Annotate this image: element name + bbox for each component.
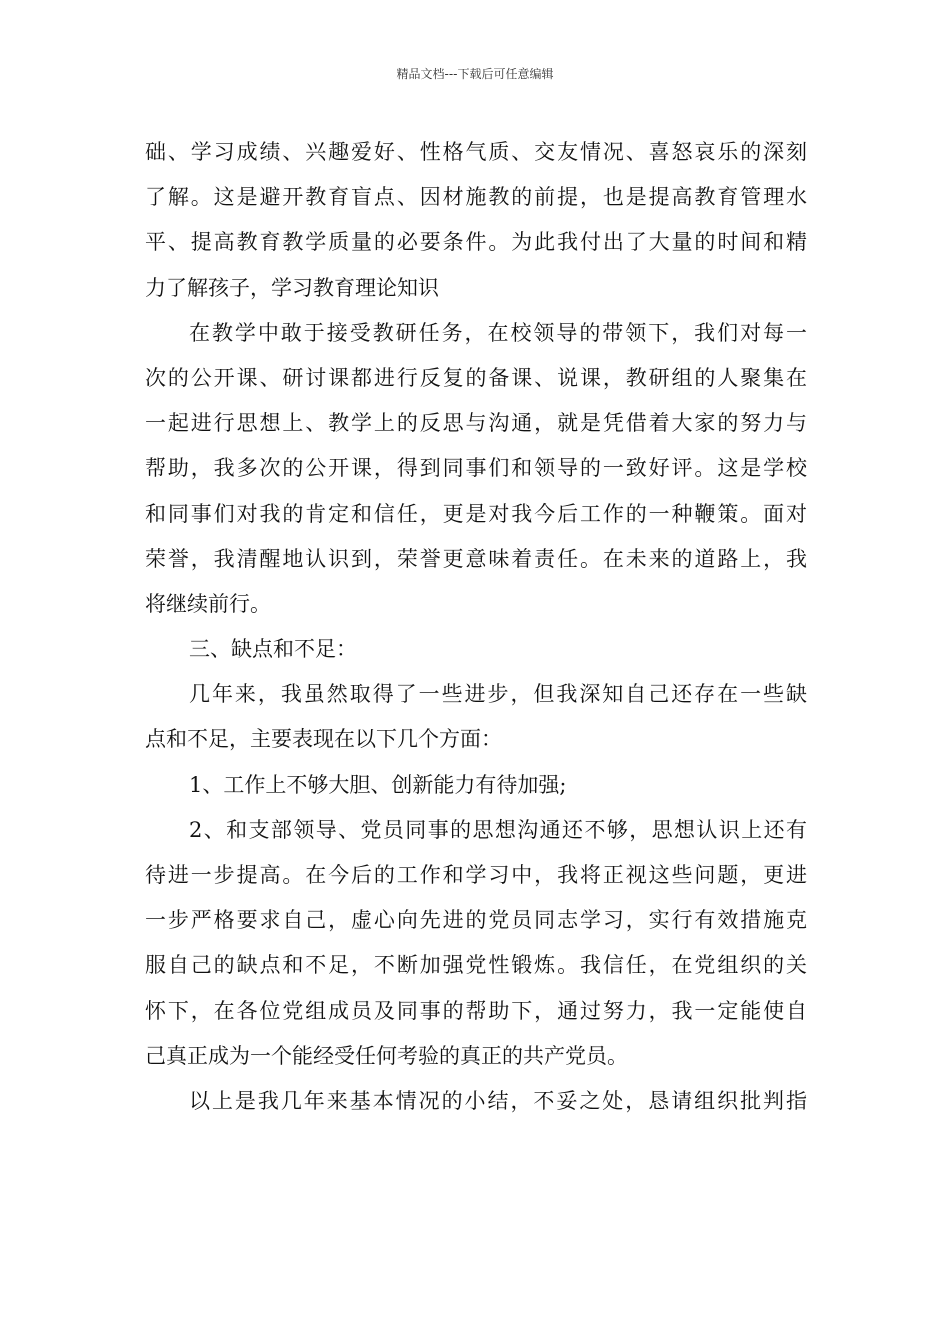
body-text-line: 1、工作上不够大胆、创新能力有待加强;: [189, 772, 567, 797]
body-text-line: 一步严格要求自己，虚心向先进的党员同志学习，实行有效措施克: [145, 908, 807, 933]
body-text-line: 几年来，我虽然取得了一些进步，但我深知自己还存在一些缺: [189, 682, 807, 707]
body-text-line: 2、和支部领导、党员同事的思想沟通还不够，思想认识上还有: [189, 817, 807, 842]
body-text-line: 平、提高教育教学质量的必要条件。为此我付出了大量的时间和精: [145, 230, 807, 255]
body-text-line: 一起进行思想上、教学上的反思与沟通，就是凭借着大家的努力与: [145, 411, 807, 436]
body-text-line: 待进一步提高。在今后的工作和学习中，我将正视这些问题，更进: [145, 863, 807, 887]
body-text-line: 在教学中敢于接受教研任务，在校领导的带领下，我们对每一: [189, 320, 807, 345]
body-text-line: 三、缺点和不足：: [189, 637, 357, 662]
body-text-line: 点和不足，主要表现在以下几个方面：: [145, 727, 502, 752]
body-text-line: 荣誉，我清醒地认识到，荣誉更意味着责任。在未来的道路上，我: [145, 546, 807, 571]
body-text-line: 帮助，我多次的公开课，得到同事们和领导的一致好评。这是学校: [145, 456, 807, 481]
body-text-line: 力了解孩子，学习教育理论知识: [145, 275, 439, 300]
body-text-line: 和同事们对我的肯定和信任，更是对我今后工作的一种鞭策。面对: [145, 501, 807, 526]
body-text-line: 己真正成为一个能经受任何考验的真正的共产党员。: [145, 1043, 628, 1068]
body-text-line: 服自己的缺点和不足，不断加强党性锻炼。我信任，在党组织的关: [145, 953, 807, 978]
page-header: 精品文档---下载后可任意编辑: [396, 67, 554, 81]
body-text-line: 次的公开课、研讨课都进行反复的备课、说课，教研组的人聚集在: [145, 365, 807, 390]
body-text-line: 将继续前行。: [145, 591, 271, 616]
body-text-line: 怀下，在各位党组成员及同事的帮助下，通过努力，我一定能使自: [145, 998, 807, 1023]
document-body: [145, 130, 807, 1124]
body-text-line: 了解。这是避开教育盲点、因材施教的前提，也是提高教育管理水: [145, 185, 807, 210]
body-text-line: 以上是我几年来基本情况的小结，不妥之处，恳请组织批判指: [189, 1088, 807, 1113]
body-text-line: 础、学习成绩、兴趣爱好、性格气质、交友情况、喜怒哀乐的深刻: [145, 140, 807, 164]
